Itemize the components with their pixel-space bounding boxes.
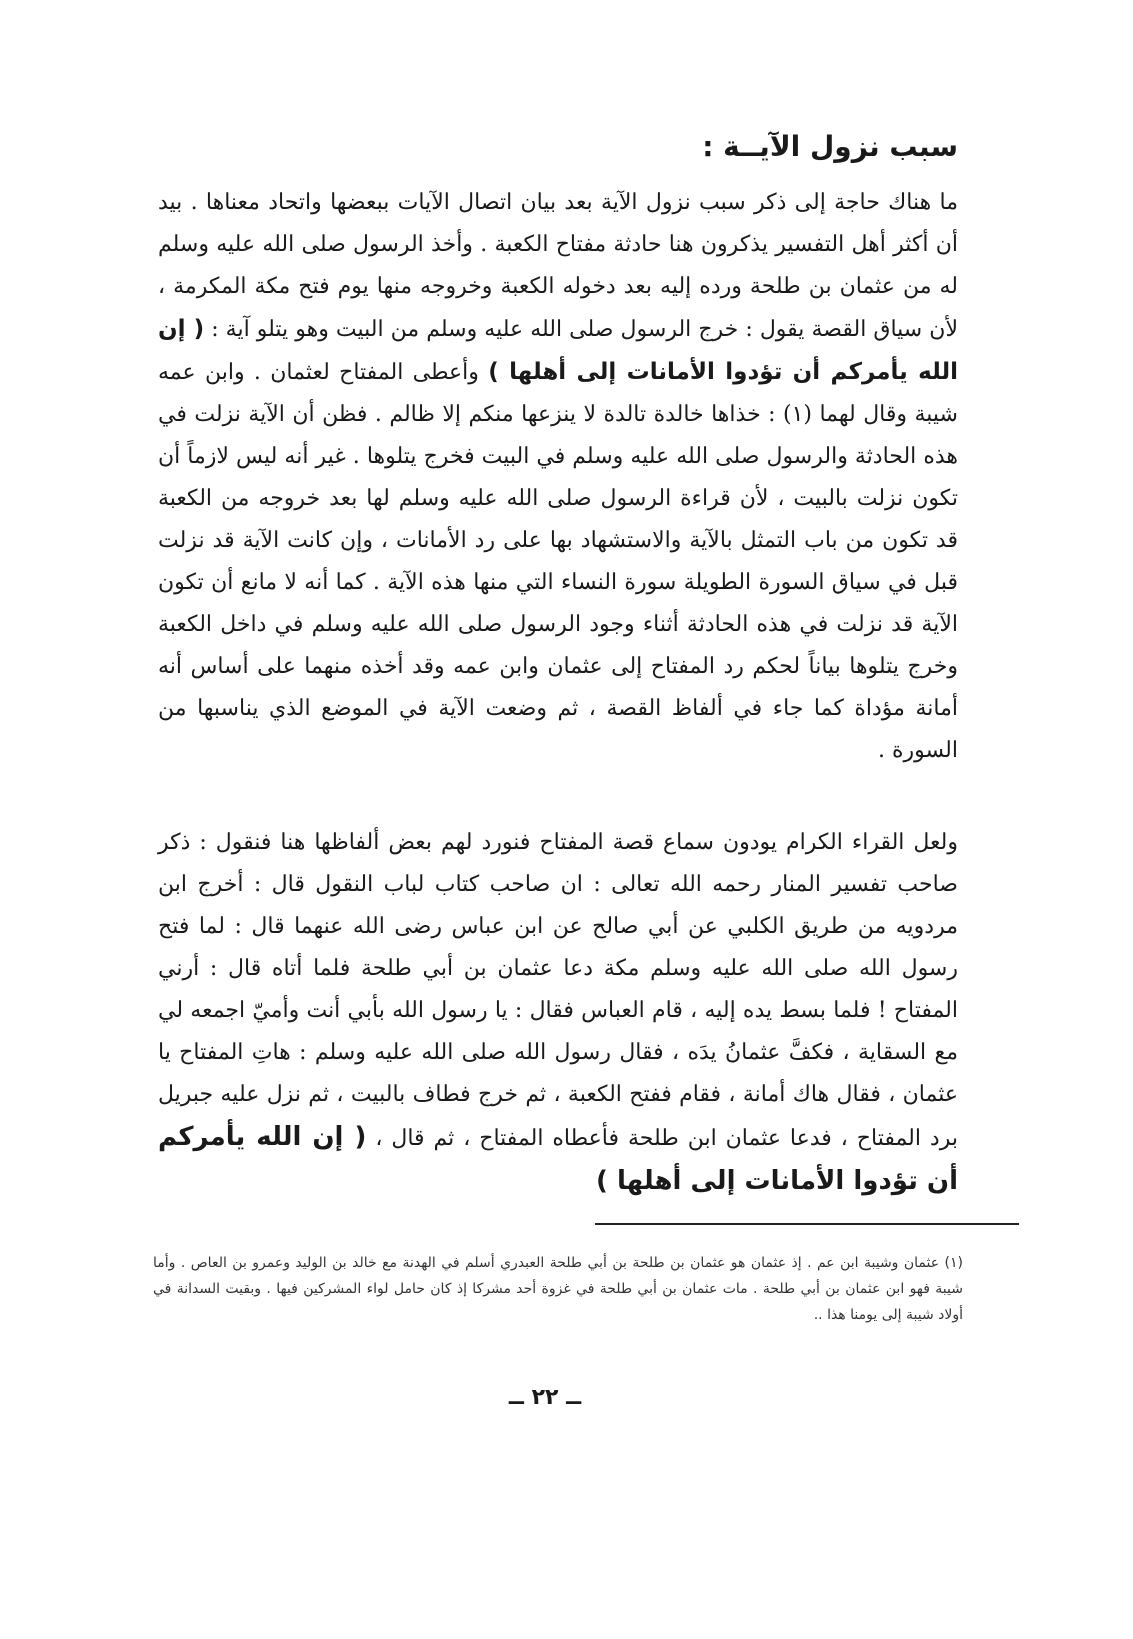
paragraph-text	[158, 822, 958, 1204]
paragraph-text	[158, 182, 958, 772]
paragraph-1-part-2: وأعطى المفتاح لعثمان . وابن عمه شيبة وقال لهما (١) : خذاها خالدة تالدة لا ينزعها منكم إلا ظالم . فظن أن الآية نزلت في هذه الحادثة والرسول صلى الله عليه وسلم في البيت فخرج يتلوها . غير أنه ليس لازماً أن تكون نزلت بالبيت ، لأن قراءة الرسول صلى الله عليه وسلم لها بعد خروجه من الكعبة قد تكون من باب التمثل بالآية والاستشهاد بها على رد الأمانات ، وإن كانت الآية قد نزلت قبل في سياق السورة الطويلة سورة النساء التي منها هذه الآية . كما أنه لا مانع أن تكون الآية قد نزلت في هذه الحادثة أثناء وجود الرسول صلى الله عليه وسلم في داخل الكعبة وخرج يتلوها بياناً لحكم رد المفتاح إلى عثمان وابن عمه وقد أخذه منهما على أساس أنه أمانة مؤداة كما جاء في ألفاظ القصة ، ثم وضعت الآية في الموضع الذي يناسبها من السورة .	[158, 360, 958, 763]
paragraph-reason-of-revelation	[158, 182, 958, 772]
page-number: ــ ٢٢ ــ	[508, 1385, 582, 1410]
quran-verse: ( إن الله يأمركم أن تؤدوا الأمانات إلى أهلها )	[158, 316, 958, 385]
footnote: (١) عثمان وشيبة ابن عم . إذ عثمان هو عثمان بن طلحة بن أبي طلحة العبدري أسلم في الهدنة مع خالد بن الوليد وعمرو بن العاص . وأما شيبة فهو ابن عثمان بن أبي طلحة . مات عثمان بن أبي طلحة في غزوة أحد مشركا إذ كان حامل لواء المشركين فيها . وبقيت السدانة في أولاد شيبة إلى يومنا هذا ..	[153, 1255, 963, 1323]
quran-verse-final: ( إن الله يأمركم أن تؤدوا الأمانات إلى أهلها )	[158, 1122, 958, 1196]
paragraph-1-part-1: ما هناك حاجة إلى ذكر سبب نزول الآية بعد بيان اتصال الآيات ببعضها واتحاد معناها . بيد أن أكثر أهل التفسير يذكرون هنا حادثة مفتاح الكعبة . وأخذ الرسول صلى الله عليه وسلم له من عثمان بن طلحة ورده إليه بعد دخوله الكعبة وخروجه منها يوم فتح مكة المكرمة ، لأن سياق القصة يقول : خرج الرسول صلى الله عليه وسلم من البيت وهو يتلو آية :	[158, 190, 958, 342]
paragraph-2-part-1: ولعل القراء الكرام يودون سماع قصة المفتاح فنورد لهم بعض ألفاظها هنا فنقول : ذكر صاحب تفسير المنار رحمه الله تعالى : ان صاحب كتاب لباب النقول قال : أخرج ابن مردويه من طريق الكلبي عن أبي صالح عن ابن عباس رضى الله عنهما قال : لما فتح رسول الله صلى الله عليه وسلم مكة دعا عثمان بن أبي طلحة فلما أتاه قال : أرني المفتاح ! فلما بسط يده إليه ، قام العباس فقال : يا رسول الله بأبي أنت وأميّ اجمعه لي مع السقاية ، فكفَّ عثمانُ يدَه ، فقال رسول الله صلى الله عليه وسلم : هاتِ المفتاح يا عثمان ، فقال هاك أمانة ، فقام ففتح الكعبة ، ثم خرج فطاف بالبيت ، ثم نزل عليه جبريل برد المفتاح ، فدعا عثمان ابن طلحة فأعطاه المفتاح ، ثم قال ،	[158, 830, 958, 1151]
footnote-divider	[595, 1223, 1019, 1225]
section-heading: سبب نزول الآيــة :	[702, 130, 958, 163]
paragraph-key-story	[158, 822, 958, 1204]
